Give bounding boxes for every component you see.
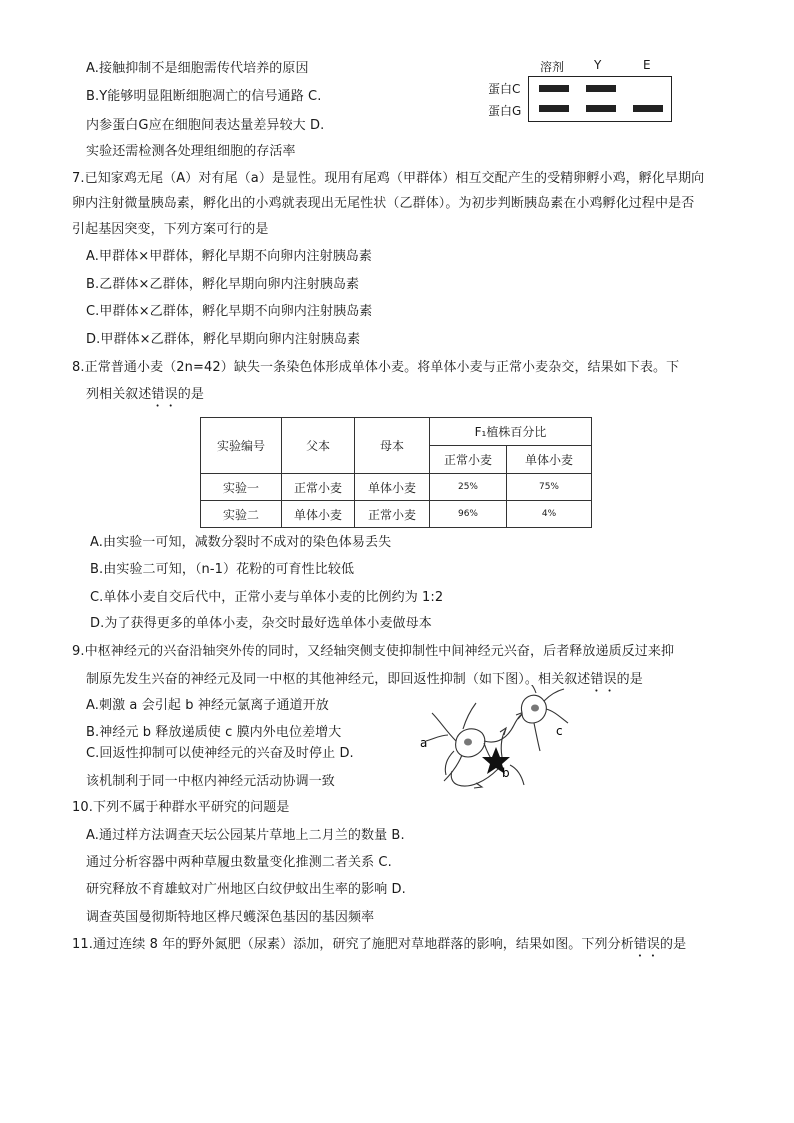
q7-stem-line2: 卵内注射微量胰岛素，孵化出的小鸡就表现出无尾性状（乙群体）。为初步判断胰岛素在小鸡孵化过程中是否: [72, 196, 695, 211]
q7-stem-line1: 7.已知家鸡无尾（A）对有尾（a）是显性。现用有尾鸡（甲群体）相互交配产生的受精卵孵小鸡，孵化早期向: [72, 171, 705, 186]
band-g-y: [586, 105, 616, 112]
label-a: a: [420, 736, 428, 750]
q9-stem-line2: 制原先发生兴奋的神经元及同一中枢的其他神经元，即回返性抑制（如下图）。相关叙述错误的是: [86, 672, 643, 687]
table-row: 实验二 单体小麦 正常小麦 96% 4%: [201, 501, 592, 528]
q7-stem-line3: 引起基因突变，下列方案可行的是: [72, 222, 269, 237]
q7-option-d: D.甲群体×乙群体，孵化早期向卵内注射胰岛素: [86, 332, 361, 347]
th-mono: 单体小麦: [507, 446, 592, 474]
th-normal: 正常小麦: [430, 446, 507, 474]
q9-option-a: A.刺激 a 会引起 b 神经元氯离子通道开放: [86, 698, 329, 713]
q9-option-d: 该机制利于同一中枢内神经元活动协调一致: [86, 774, 335, 789]
q8-option-a: A.由实验一可知，减数分裂时不成对的染色体易丢失: [90, 535, 392, 550]
neuron-figure: [418, 685, 578, 797]
th-mother: 母本: [355, 418, 430, 474]
label-c: c: [556, 724, 563, 738]
q8-stem-line2: 列相关叙述错误的是: [86, 387, 204, 402]
th-exp: 实验编号: [201, 418, 282, 474]
q11-stem: 11.通过连续 8 年的野外氮肥（尿素）添加，研究了施肥对草地群落的影响，结果如图。下列分析错误的是: [72, 937, 687, 952]
q9-option-c: C.回返性抑制可以使神经元的兴奋及时停止 D.: [86, 746, 354, 761]
q7-option-a: A.甲群体×甲群体，孵化早期不向卵内注射胰岛素: [86, 249, 372, 264]
gel-row-protein-g: 蛋白G: [488, 104, 522, 118]
q10-stem: 10.下列不属于种群水平研究的问题是: [72, 800, 290, 815]
q8-option-d: D.为了获得更多的单体小麦，杂交时最好选单体小麦做母本: [90, 616, 432, 631]
q6-option-b: B.Y能够明显阻断细胞凋亡的信号通路 C.: [86, 89, 322, 104]
gel-row-protein-c: 蛋白C: [488, 82, 521, 96]
band-g-solvent: [539, 105, 569, 112]
gel-header-solvent: 溶剂: [540, 60, 565, 74]
q8-results-table: [200, 417, 592, 528]
th-f1-percent: F₁植株百分比: [430, 418, 592, 446]
band-g-e: [633, 105, 663, 112]
q6-option-a: A.接触抑制不是细胞需传代培养的原因: [86, 61, 309, 76]
q8-stem-line1: 8.正常普通小麦（2n=42）缺失一条染色体形成单体小麦。将单体小麦与正常小麦杂交，结果如下表。下: [72, 360, 680, 375]
q9-stem-line1: 9.中枢神经元的兴奋沿轴突外传的同时，又经轴突侧支使抑制性中间神经元兴奋，后者释放递质反过来抑: [72, 644, 675, 659]
th-father: 父本: [282, 418, 355, 474]
q7-option-c: C.甲群体×乙群体，孵化早期不向卵内注射胰岛素: [86, 304, 373, 319]
q8-option-b: B.由实验二可知，（n-1）花粉的可育性比较低: [90, 562, 355, 577]
band-c-solvent: [539, 85, 569, 92]
q10-line4: 调查英国曼彻斯特地区桦尺蠖深色基因的基因频率: [86, 910, 375, 925]
band-c-y: [586, 85, 616, 92]
label-b: b: [502, 766, 510, 780]
gel-frame: [528, 76, 672, 122]
q9-option-b: B.神经元 b 释放递质使 c 膜内外电位差增大: [86, 725, 342, 740]
q7-option-b: B.乙群体×乙群体，孵化早期向卵内注射胰岛素: [86, 277, 360, 292]
gel-header-e: E: [643, 58, 651, 72]
q10-line1: A.通过样方法调查天坛公园某片草地上二月兰的数量 B.: [86, 828, 405, 843]
q10-line3: 研究释放不育雄蚊对广州地区白纹伊蚊出生率的影响 D.: [86, 882, 406, 897]
q6-option-c: 内参蛋白G应在细胞间表达量差异较大 D.: [86, 118, 325, 133]
q8-option-c: C.单体小麦自交后代中，正常小麦与单体小麦的比例约为 1:2: [90, 590, 444, 605]
q6-option-d: 实验还需检测各处理组细胞的存活率: [86, 144, 296, 159]
gel-header-y: Y: [594, 58, 602, 72]
q10-line2: 通过分析容器中两种草履虫数量变化推测二者关系 C.: [86, 855, 392, 870]
table-row: 实验一 正常小麦 单体小麦 25% 75%: [201, 474, 592, 501]
